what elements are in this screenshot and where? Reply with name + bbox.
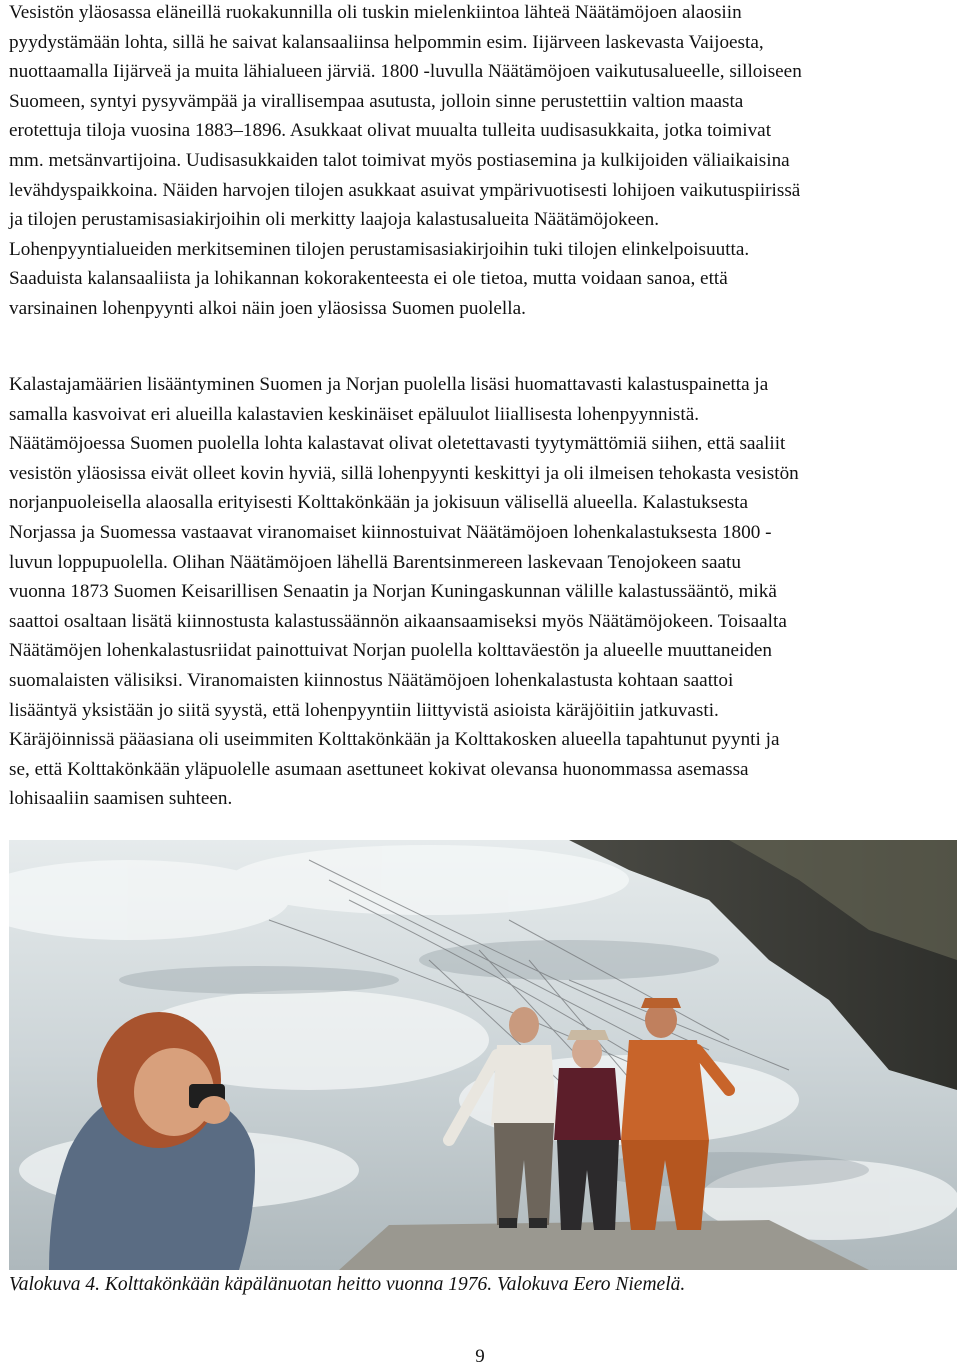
text-line: Saaduista kalansaaliista ja lohikannan kokorakenteesta ei ole tietoa, mutta voidaan sanoa, että <box>9 268 728 290</box>
text-line: norjanpuoleisella alaosalla erityisesti Kolttakönkään ja jokisuun välisellä alueella. Kalastuksesta <box>9 492 749 514</box>
text-line: vuonna 1873 Suomen Keisarillisen Senaatin ja Norjan Kuningaskunnan välille kalastussääntö, mikä <box>9 581 777 603</box>
paragraph-1 <box>9 0 955 324</box>
photo-fishermen-rapids <box>9 840 957 1270</box>
text-line: nuottaamalla Iijärveä ja muita lähialueen järviä. 1800 -luvulla Näätämöjoen vaikutusalueelle, silloiseen <box>9 61 802 83</box>
text-line: Norjassa ja Suomessa vastaavat viranomaiset kiinnostuivat Näätämöjoen lohenkalastuksesta 1800 - <box>9 521 772 543</box>
text-line: Kalastajamäärien lisääntyminen Suomen ja Norjan puolella lisäsi huomattavasti kalastuspainetta ja <box>9 374 769 395</box>
text-line: lisääntyä yksistään jo siitä syystä, että lohenpyyntiin liittyvistä asioista käräjöitiin jatkuvasti. <box>9 699 719 721</box>
text-line: vesistön yläosissa eivät olleet kovin hyviä, sillä lohenpyynti keskittyi ja oli ilmeisen tehokasta vesistön <box>9 462 799 484</box>
text-line: Näätämöjen lohenkalastusriidat painottuivat Norjan puolella kolttaväestön ja alueelle muuttaneiden <box>9 640 772 662</box>
text-line: mm. metsänvartijoina. Uudisasukkaiden talot toimivat myös postiasemina ja kulkijoiden väliaikaisina <box>9 149 790 171</box>
text-line: erotettuja tiloja vuosina 1883–1896. Asukkaat olivat muualta tulleita uudisasukkaita, jotka toimivat <box>9 120 772 142</box>
text-line: luvun loppupuolella. Olihan Näätämöjoen lähellä Barentsinmereen laskevaan Tenojokeen saatu <box>9 551 741 573</box>
page-number: 9 <box>475 1346 485 1367</box>
text-line: Vesistön yläosassa eläneillä ruokakunnilla oli tuskin mielenkiintoa lähteä Näätämöjoen alaosiin <box>9 2 742 23</box>
text-line: pyydystämään lohta, sillä he saivat kalansaaliinsa helpommin esim. Iijärveen laskevasta Vaijoesta, <box>9 31 764 53</box>
text-line: Näätämöjoessa Suomen puolella lohta kalastavat olivat oletettavasti tyytymättömiä siihen, että saaliit <box>9 433 786 455</box>
text-line: samalla kasvoivat eri alueilla kalastavien keskinäiset epäluulot liiallisesta lohenpyynnistä. <box>9 403 700 425</box>
text-line: varsinainen lohenpyynti alkoi näin joen yläosissa Suomen puolella. <box>9 297 526 319</box>
text-line: Suomeen, syntyi pysyvämpää ja virallisempaa asutusta, jolloin sinne perustettiin valtion maasta <box>9 90 744 112</box>
photo-illustration <box>9 840 957 1270</box>
text-line: levähdyspaikkoina. Näiden harvojen tilojen asukkaat asuivat ympärivuotisesti lohijoen vaikutuspiirissä <box>9 179 801 201</box>
text-line: saattoi osaltaan lisätä kiinnostusta kalastussäännön aikaansaamiseksi myös Näätämöjokeen. Toisaalta <box>9 610 787 632</box>
text-line: Käräjöinnissä pääasiana oli useimmiten Kolttakönkään ja Kolttakosken alueella tapahtunut pyynti ja <box>9 729 780 751</box>
text-line: Lohenpyyntialueiden merkitseminen tilojen perustamisasiakirjoihin tuki tilojen elinkelpoisuutta. <box>9 238 750 260</box>
text-line: se, että Kolttakönkään yläpuolelle asumaan asettuneet kokivat olevansa huonommassa asemassa <box>9 758 749 780</box>
paragraph-2 <box>9 370 955 814</box>
photo-caption: Valokuva 4. Kolttakönkään käpälänuotan heitto vuonna 1976. Valokuva Eero Niemelä. <box>9 1274 686 1295</box>
text-line: ja tilojen perustamisasiakirjoihin oli merkitty laajoja kalastusalueita Näätämöjokeen. <box>9 209 660 231</box>
text-line: lohisaaliin saamisen suhteen. <box>9 788 233 810</box>
text-line: suomalaisten välisiksi. Viranomaisten kiinnostus Näätämöjoen lohenkalastusta kohtaan saattoi <box>9 669 734 691</box>
